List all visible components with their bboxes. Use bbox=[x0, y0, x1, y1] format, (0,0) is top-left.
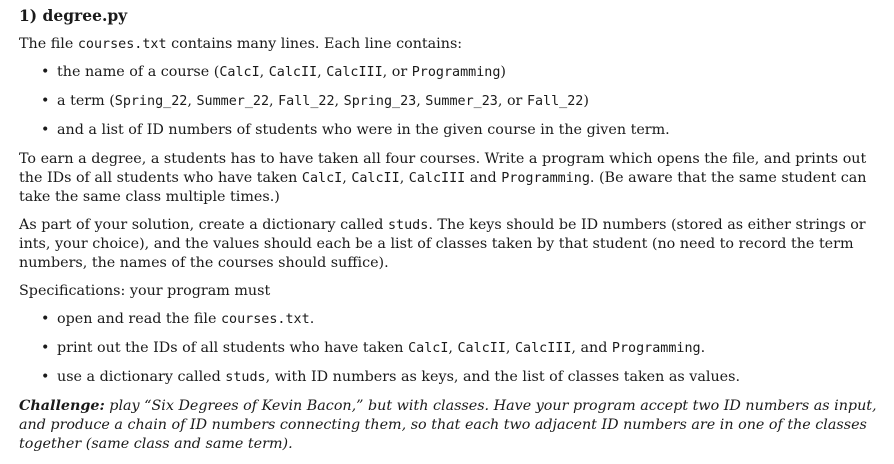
item-text: print out the IDs of all students who have taken bbox=[57, 340, 409, 356]
course-code: Programming bbox=[501, 171, 590, 186]
challenge-paragraph bbox=[19, 397, 884, 454]
separator: , and bbox=[571, 340, 612, 356]
bullet-icon: • bbox=[41, 93, 50, 109]
problem-heading: 1) degree.py bbox=[19, 6, 128, 25]
bullet-icon: • bbox=[41, 64, 50, 80]
line-contents-list bbox=[19, 63, 884, 140]
intro-text: The file bbox=[19, 36, 78, 52]
separator: , bbox=[448, 340, 458, 356]
course-code: CalcIII bbox=[326, 65, 383, 80]
intro-paragraph bbox=[19, 35, 884, 54]
course-code: CalcII bbox=[351, 171, 400, 186]
file-name-code: courses.txt bbox=[221, 312, 310, 327]
item-text: and a list of ID numbers of students who were in the given course in the given term. bbox=[57, 122, 670, 138]
course-code: CalcII bbox=[457, 341, 506, 356]
separator: and bbox=[465, 170, 502, 186]
spec-item-dictionary bbox=[19, 368, 884, 387]
paragraph-text: . (Be aware that the same student can take the same class multiple times.) bbox=[19, 170, 867, 205]
bullet-icon: • bbox=[41, 122, 50, 138]
bullet-icon: • bbox=[41, 340, 50, 356]
list-item-course: • the name of a course (CalcI, CalcII, CalcIII, or Programming) bbox=[41, 64, 506, 80]
term-code: Fall_22 bbox=[526, 94, 584, 109]
specifications-list bbox=[19, 310, 884, 387]
challenge-label: Challenge: bbox=[19, 398, 105, 414]
file-name-code: courses.txt bbox=[77, 37, 167, 52]
dict-name-code: studs bbox=[388, 218, 429, 233]
term-code: Fall_22 bbox=[278, 94, 335, 109]
specifications-intro: Specifications: your program must bbox=[19, 283, 271, 299]
term-code: Summer_23 bbox=[425, 94, 498, 109]
item-text-end: , with ID numbers as keys, and the list of classes taken as values. bbox=[265, 369, 740, 385]
term-code: Spring_23 bbox=[343, 94, 417, 109]
item-text: a term ( bbox=[57, 93, 115, 109]
list-item-term: • a term (Spring_22, Summer_22, Fall_22, Spring_23, Summer_23, or Fall_22) bbox=[41, 93, 589, 109]
list-item-ids bbox=[19, 121, 884, 140]
separator: , bbox=[342, 170, 352, 186]
bullet-icon: • bbox=[41, 369, 50, 385]
course-code: CalcIII bbox=[514, 341, 572, 356]
course-code: CalcII bbox=[268, 65, 318, 80]
course-code: Programming bbox=[611, 341, 701, 356]
item-text-end: ) bbox=[500, 64, 506, 80]
item-text: the name of a course ( bbox=[57, 64, 220, 80]
item-text-end: ) bbox=[583, 93, 589, 109]
degree-paragraph bbox=[19, 150, 884, 207]
course-code: CalcI bbox=[301, 171, 343, 186]
paragraph-text: To earn a degree, a students has to have taken all four courses. Write a program which opens the file, and prints out the IDs of all students who have taken bbox=[19, 151, 867, 186]
course-code: CalcI bbox=[408, 341, 449, 356]
item-text: use a dictionary called bbox=[57, 369, 226, 385]
intro-text-end: contains many lines. Each line contains: bbox=[166, 36, 463, 52]
course-code: CalcI bbox=[219, 65, 260, 80]
dictionary-paragraph bbox=[19, 216, 884, 273]
spec-item-open-file bbox=[19, 310, 884, 329]
item-text-end: . bbox=[309, 311, 315, 327]
course-code: CalcIII bbox=[408, 171, 466, 186]
separator: , bbox=[399, 170, 409, 186]
term-code: Summer_22 bbox=[196, 94, 270, 109]
dict-name-code: studs bbox=[225, 370, 266, 385]
spec-item-print-ids bbox=[19, 339, 884, 358]
item-text: open and read the file bbox=[57, 311, 221, 327]
separator: , bbox=[505, 340, 515, 356]
course-code: Programming bbox=[411, 65, 501, 80]
paragraph-text: . The keys should be ID numbers (stored as either strings or ints, your choice), and the values should each be a list of classes taken by that student (no need to record the term numbers, the names of the courses should suffice). bbox=[19, 217, 866, 271]
challenge-text: play “Six Degrees of Kevin Bacon,” but with classes. Have your program accept two ID numbers as input, and produce a chain of ID numbers connecting them, so that each two adjacent ID numbers are in one of the classes together (same class and same term). bbox=[19, 398, 877, 452]
paragraph-text: As part of your solution, create a dictionary called bbox=[19, 217, 388, 233]
term-code: Spring_22 bbox=[114, 94, 188, 109]
bullet-icon: • bbox=[41, 311, 50, 327]
item-text-end: . bbox=[700, 340, 706, 356]
